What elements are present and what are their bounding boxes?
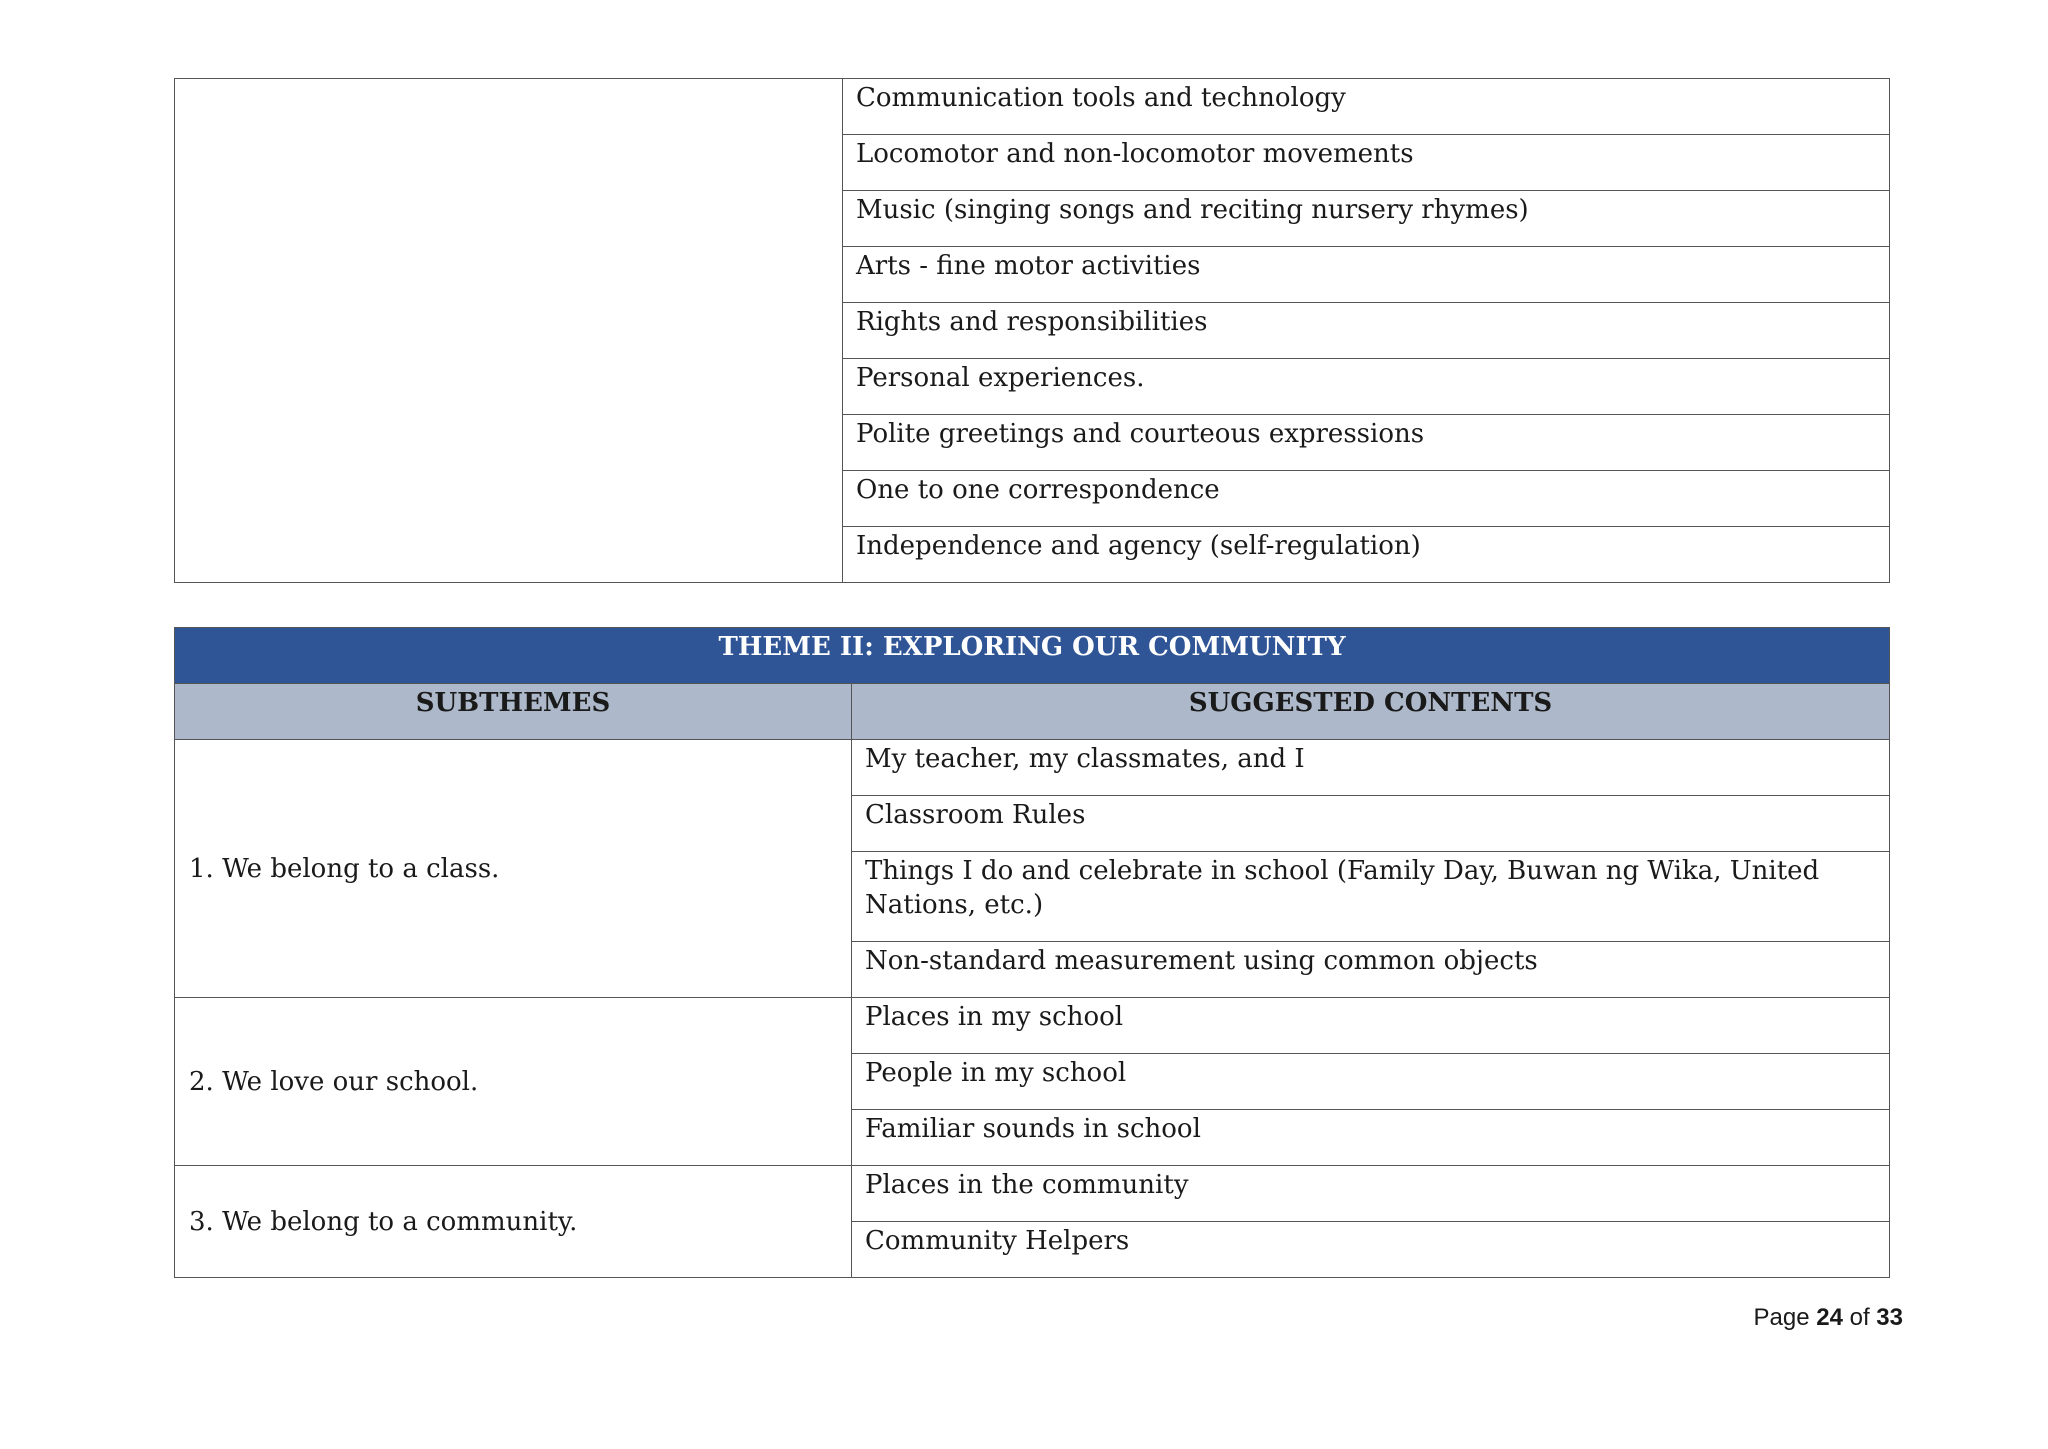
content-item: Communication tools and technology [843,79,1890,135]
page-number [1754,1304,1904,1332]
page-current: 24 [1816,1304,1843,1331]
column-header-subthemes: SUBTHEMES [175,684,852,740]
content-item: Rights and responsibilities [843,303,1890,359]
content-item: My teacher, my classmates, and I [852,740,1890,796]
continued-content-table [174,78,1890,583]
subtheme-cell: 3. We belong to a community. [175,1166,852,1278]
continued-subtheme-cell [175,79,843,583]
content-item: Independence and agency (self-regulation) [843,527,1890,583]
content-item: People in my school [852,1054,1890,1110]
page-prefix: Page [1753,1304,1810,1331]
content-item: Personal experiences. [843,359,1890,415]
content-item: Non-standard measurement using common objects [852,942,1890,998]
content-item: One to one correspondence [843,471,1890,527]
content-item: Community Helpers [852,1222,1890,1278]
subtheme-cell: 2. We love our school. [175,998,852,1166]
column-header-contents: SUGGESTED CONTENTS [852,684,1890,740]
content-item: Places in my school [852,998,1890,1054]
content-item: Arts - fine motor activities [843,247,1890,303]
page-total: 33 [1876,1304,1903,1331]
content-item: Familiar sounds in school [852,1110,1890,1166]
content-item: Music (singing songs and reciting nursery rhymes) [843,191,1890,247]
content-item: Polite greetings and courteous expressions [843,415,1890,471]
content-item: Classroom Rules [852,796,1890,852]
subtheme-cell: 1. We belong to a class. [175,740,852,998]
theme-table [174,627,1890,1278]
page-of: of [1849,1304,1870,1331]
theme-title: THEME II: EXPLORING OUR COMMUNITY [175,628,1890,684]
content-item: Locomotor and non-locomotor movements [843,135,1890,191]
content-item: Places in the community [852,1166,1890,1222]
content-item: Things I do and celebrate in school (Family Day, Buwan ng Wika, United Nations, etc.) [852,852,1890,942]
